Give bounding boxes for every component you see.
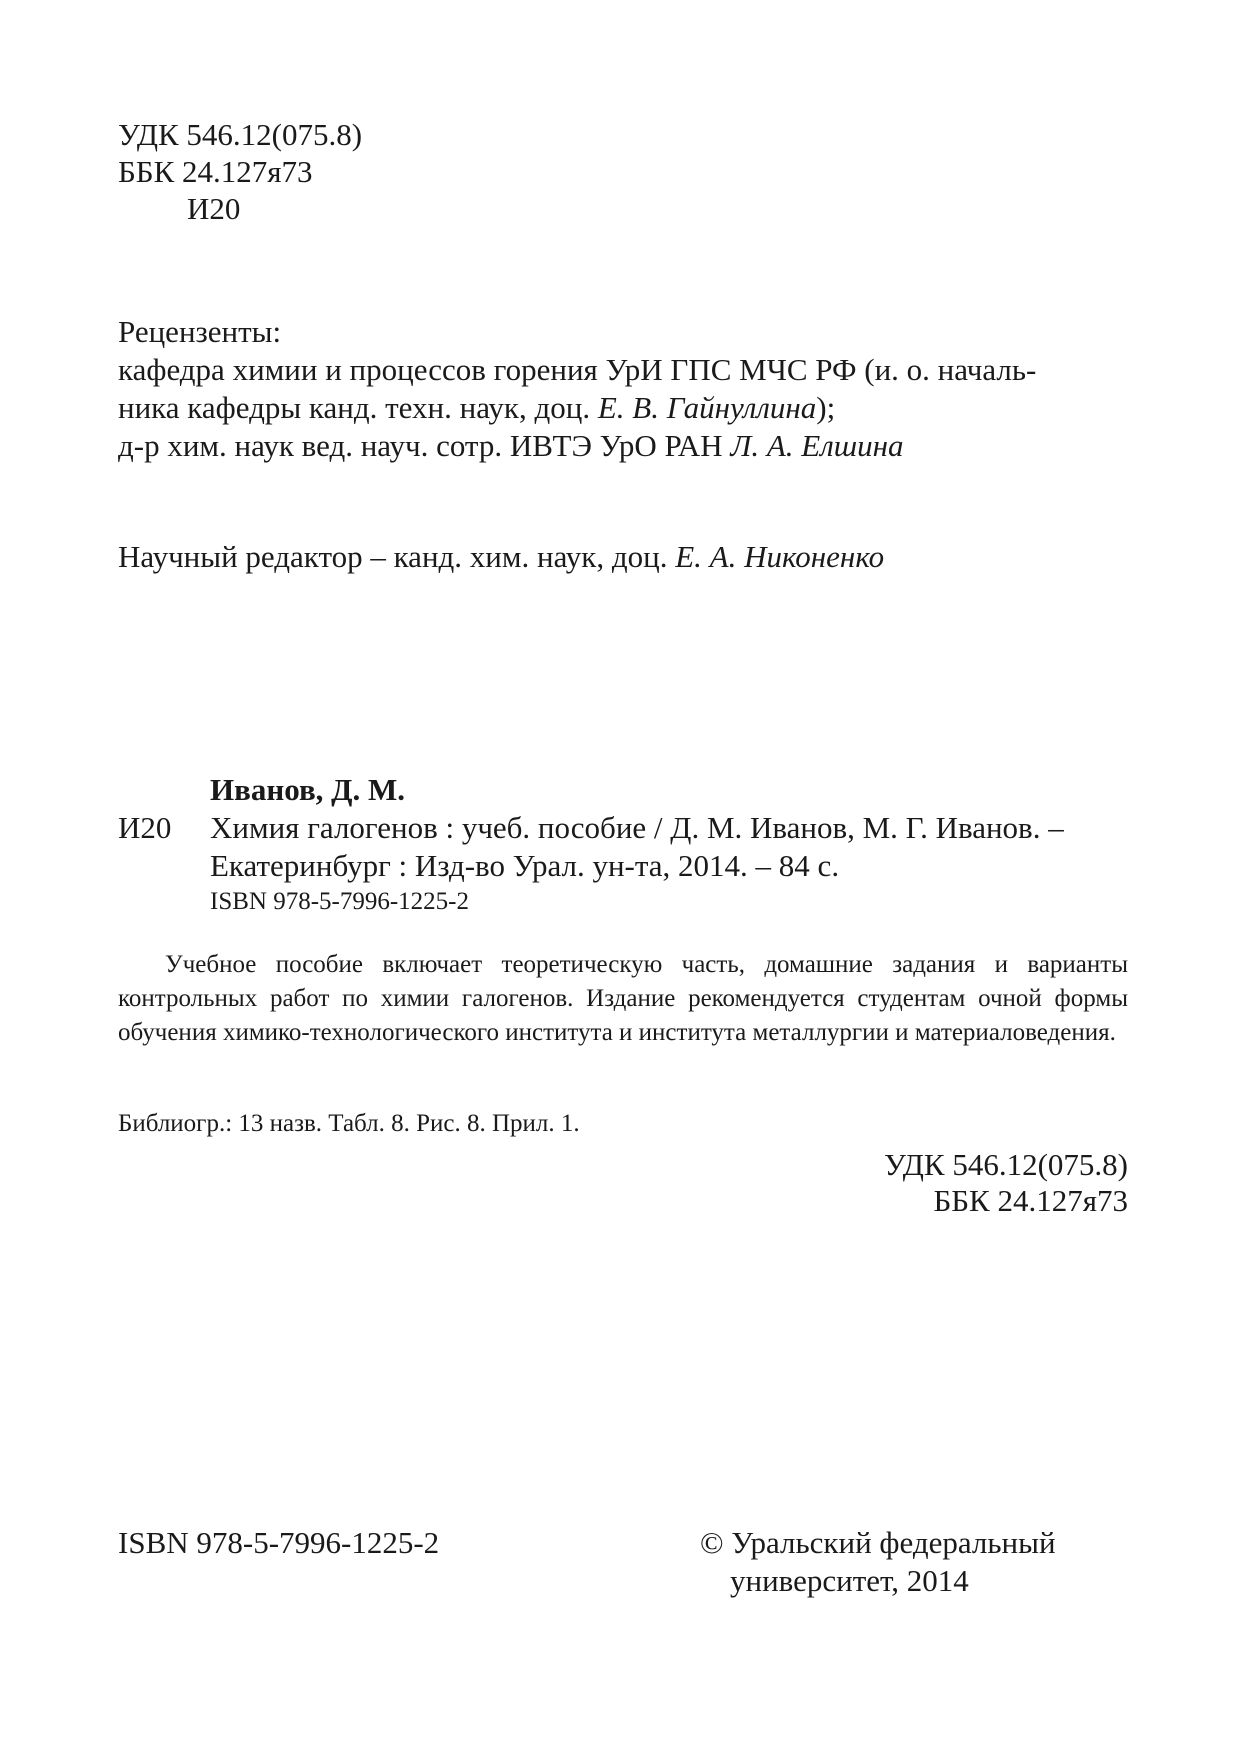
footer-isbn: ISBN 978-5-7996-1225-2: [118, 1525, 440, 1560]
right-classification: [884, 1147, 1128, 1219]
top-classification: [118, 116, 362, 227]
reviewers-heading: Рецензенты:: [118, 314, 282, 349]
record-author-row: [118, 771, 1128, 809]
reviewers-block: [118, 313, 1128, 465]
reviewer-name-1: Е. В. Гайнуллина: [597, 390, 817, 425]
editor-prefix: Научный редактор – канд. хим. наук, доц.: [118, 539, 676, 574]
udc-code-right: УДК 546.12(075.8): [883, 1147, 1128, 1182]
copyright-notice: [700, 1524, 1056, 1600]
reviewer-name-2: Л. А. Елшина: [730, 428, 904, 463]
bbk-code: ББК 24.127я73: [118, 154, 313, 189]
reviewer-line-2: [118, 389, 1128, 427]
record-isbn: ISBN 978-5-7996-1225-2: [210, 888, 470, 915]
record-imprint-row: [118, 847, 1128, 885]
reviewer-line-3: [118, 427, 1128, 465]
record-imprint: Екатеринбург : Изд-во Урал. ун-та, 2014. – 84 с.: [210, 848, 840, 883]
udc-code: УДК 546.12(075.8): [118, 117, 363, 152]
scientific-editor: [118, 538, 884, 576]
bbk-code-right: ББК 24.127я73: [933, 1183, 1128, 1218]
reviewer-line-2-prefix: ника кафедры канд. техн. наук, доц.: [118, 390, 598, 425]
reviewer-line-1: кафедра химии и процессов горения УрИ ГПС МЧС РФ (и. о. началь-: [118, 352, 1037, 387]
annotation-text: Учебное пособие включает теоретическую часть, домашние задания и варианты контрольных работ по химии галогенов. Издание рекомендуется студентам очной формы обучения химико-технологического института и института металлургии и материаловедения.: [118, 951, 1128, 1046]
bibliographic-record: [118, 771, 1128, 919]
reviewer-line-3-prefix: д-р хим. наук вед. науч. сотр. ИВТЭ УрО РАН: [118, 428, 731, 463]
copyright-line-1: © Уральский федеральный: [700, 1525, 1056, 1560]
author-mark: И20: [187, 191, 241, 226]
bibliography-summary: Библиогр.: 13 назв. Табл. 8. Рис. 8. Прил. 1.: [118, 1110, 580, 1137]
editor-name: Е. А. Никоненко: [675, 539, 885, 574]
record-code: И20: [118, 810, 172, 845]
record-title: Химия галогенов : учеб. пособие / Д. М. Иванов, М. Г. Иванов. –: [210, 810, 1064, 845]
reviewer-line-2-suffix: );: [816, 390, 836, 425]
record-isbn-row: [118, 885, 1128, 919]
record-author: Иванов, Д. М.: [210, 772, 406, 807]
copyright-line-2: университет, 2014: [730, 1563, 969, 1598]
record-title-row: [118, 809, 1128, 847]
